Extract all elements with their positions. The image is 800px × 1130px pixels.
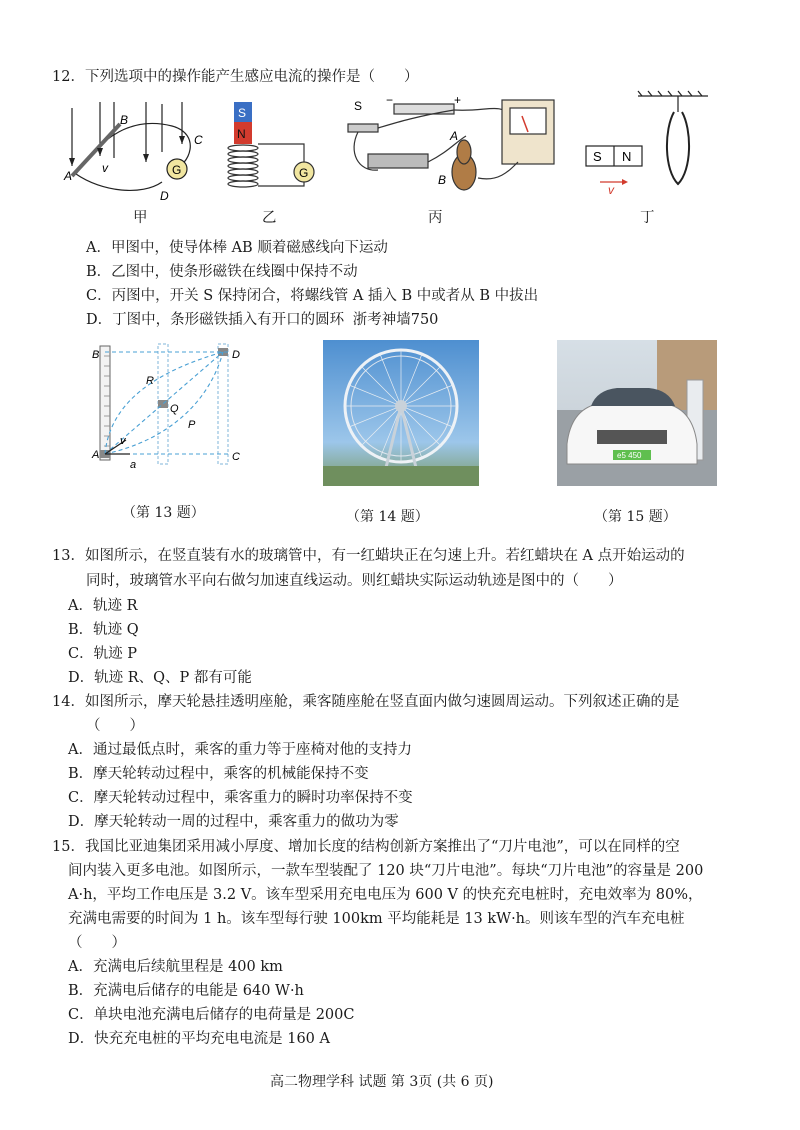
q12-stem: 12．下列选项中的操作能产生感应电流的操作是（ ） <box>52 69 419 85</box>
q13-label-a: a <box>130 459 137 471</box>
q13-label-Q: Q <box>170 403 179 415</box>
ding-label-v: v <box>608 183 614 194</box>
q12-figure-yi <box>224 98 324 198</box>
q15-stem-line5: （ ） <box>68 935 126 951</box>
q13-label-C: C <box>232 451 240 463</box>
q12-option-b: B．乙图中，使条形磁铁在线圈中保持不动 <box>86 264 358 280</box>
q12-option-a: A．甲图中，使导体棒 AB 顺着磁感线向下运动 <box>86 240 388 256</box>
q14-option-b: B．摩天轮转动过程中，乘客的机械能保持不变 <box>68 766 369 782</box>
bing-label-B: B <box>438 173 447 187</box>
jia-label-C: C <box>194 133 203 147</box>
jia-label-A: A <box>64 169 73 183</box>
yi-label-N: N <box>237 127 246 141</box>
q15-stem-line1: 15．我国比亚迪集团采用减小厚度、增加长度的结构创新方案推出了“刀片电池”，可以在同样的空 <box>52 839 680 855</box>
q15-option-b: B．充满电后储存的电能是 640 W·h <box>68 983 304 999</box>
q15-stem-line4: 充满电需要的时间为 1 h。该车型每行驶 100km 平均能耗是 13 kW·h。则该车型的汽车充电桩 <box>68 911 685 927</box>
fig-label-jia: 甲 <box>133 210 148 226</box>
q14-option-a: A．通过最低点时，乘客的重力等于座椅对他的支持力 <box>68 742 412 758</box>
q14-option-c: C．摩天轮转动过程中，乘客重力的瞬时功率保持不变 <box>68 790 413 806</box>
q13-option-a: A．轨迹 R <box>68 598 138 614</box>
q13-stem-line2: 同时，玻璃管水平向右做匀加速直线运动。则红蜡块实际运动轨迹是图中的（ ） <box>86 573 623 589</box>
q15-option-d: D．快充充电桩的平均充电电流是 160 A <box>68 1031 330 1047</box>
q13-stem-line1: 13．如图所示，在竖直装有水的玻璃管中，有一红蜡块正在匀速上升。若红蜡块在 A 点开始运动的 <box>52 548 685 564</box>
jia-label-G: G <box>172 163 182 177</box>
bing-label-A: A <box>450 129 459 143</box>
q13-figure <box>90 340 250 474</box>
q13-label-D: D <box>232 349 240 361</box>
bing-label-minus: − <box>386 93 394 107</box>
q15-option-c: C．单块电池充满电后储存的电荷量是 200C <box>68 1007 355 1023</box>
fig-label-bing: 丙 <box>428 210 443 226</box>
caption-q15: （第 15 题） <box>594 509 677 525</box>
jia-label-v: v <box>102 161 108 175</box>
q12-figure-ding <box>580 90 710 194</box>
watermark: 浙考神墙750 <box>352 312 439 328</box>
q12-option-c: C．丙图中，开关 S 保持闭合，将螺线管 A 插入 B 中或者从 B 中拔出 <box>86 288 539 304</box>
jia-label-B: B <box>120 113 129 127</box>
car-plate: e5 450 <box>617 451 642 460</box>
q14-stem-line1: 14．如图所示，摩天轮悬挂透明座舱，乘客随座舱在竖直面内做匀速圆周运动。下列叙述正确的是 <box>52 694 680 710</box>
q13-option-b: B．轨迹 Q <box>68 622 139 638</box>
bing-label-plus: + <box>454 93 462 107</box>
q12-option-d: D．丁图中，条形磁铁插入有开口的圆环 浙考神墙750 <box>86 312 439 328</box>
q15-stem-line3: A·h，平均工作电压是 3.2 V。该车型采用充电电压为 600 V 的快充充电桩时，充电效率为 80%， <box>68 887 703 903</box>
q12-figure-jia <box>62 96 212 206</box>
q15-option-a: A．充满电后续航里程是 400 km <box>68 959 283 975</box>
q13-label-v: v <box>120 435 126 447</box>
caption-q14: （第 14 题） <box>346 509 429 525</box>
q13-label-P: P <box>188 419 196 431</box>
q14-option-d: D．摩天轮转动一周的过程中，乘客重力的做功为零 <box>68 814 399 830</box>
q14-ferris-wheel-photo <box>323 340 479 486</box>
ding-label-S: S <box>593 149 602 164</box>
caption-q13: （第 13 题） <box>122 505 205 521</box>
bing-label-S: S <box>354 99 363 113</box>
q15-stem-line2: 间内装入更多电池。如图所示，一款车型装配了 120 块“刀片电池”。每块“刀片电池”的容量是 200 <box>68 863 704 879</box>
q13-label-R: R <box>146 375 154 387</box>
yi-label-G: G <box>299 166 309 180</box>
q12-figure-bing <box>338 92 558 200</box>
q14-stem-line2: （ ） <box>86 718 144 734</box>
page-footer: 高二物理学科 试题 第 3页 (共 6 页) <box>270 1074 494 1090</box>
jia-label-D: D <box>160 189 169 203</box>
q13-option-c: C．轨迹 P <box>68 646 137 662</box>
ding-label-N: N <box>622 149 632 164</box>
fig-label-yi: 乙 <box>262 210 277 226</box>
fig-label-ding: 丁 <box>640 210 655 226</box>
q15-car-charging-photo <box>557 340 717 486</box>
q13-label-A: A <box>92 449 100 461</box>
q13-option-d: D．轨迹 R、Q、P 都有可能 <box>68 670 252 686</box>
yi-label-S: S <box>238 106 247 120</box>
q13-label-B: B <box>92 349 100 361</box>
